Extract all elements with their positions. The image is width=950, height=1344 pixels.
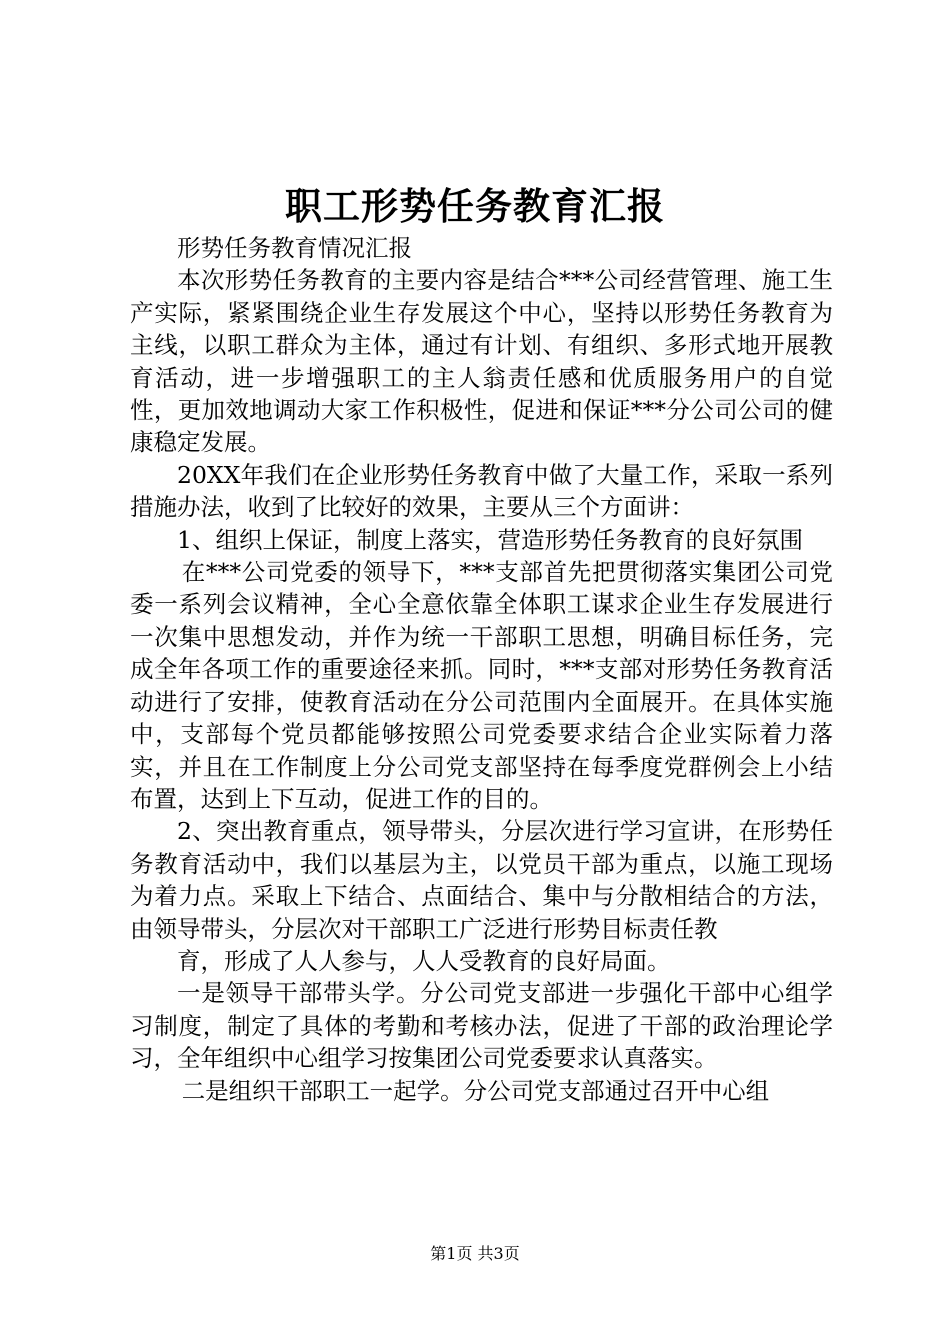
- paragraph: 育，形成了人人参与，人人受教育的良好局面。: [177, 946, 671, 975]
- document-body: [130, 232, 833, 1107]
- paragraph: 二是组织干部职工一起学。分公司党支部通过召开中心组: [181, 1076, 770, 1105]
- paragraph: 本次形势任务教育的主要内容是结合***公司经营管理、施工生产实际，紧紧围绕企业生存发展这个中心，坚持以形势任务教育为主线，以职工群众为主体，通过有计划、有组织、多形式地开展教育活动，进一步增强职工的主人翁责任感和优质服务用户的自觉性，更加效地调动大家工作积极性，促进和保证***分公司公司的健康稳定发展。: [130, 266, 833, 457]
- document-title: 职工形势任务教育汇报: [285, 184, 665, 228]
- paragraph: 2、突出教育重点，领导带头，分层次进行学习宣讲，在形势任务教育活动中，我们以基层为主，以党员干部为重点，以施工现场为着力点。采取上下结合、点面结合、集中与分散相结合的方法，由领导带头，分层次对干部职工广泛进行形势目标责任教: [130, 817, 833, 943]
- paragraph: 形势任务教育情况汇报: [177, 234, 412, 262]
- paragraph: 一是领导干部带头学。分公司党支部进一步强化干部中心组学习制度，制定了具体的考勤和考核办法，促进了干部的政治理论学习，全年组织中心组学习按集团公司党委要求认真落实。: [130, 979, 833, 1073]
- paragraph: 1、组织上保证，制度上落实，营造形势任务教育的良好氛围: [177, 525, 803, 554]
- page-footer: 第1页 共3页: [430, 1244, 520, 1263]
- paragraph: 在***公司党委的领导下，***支部首先把贯彻落实集团公司党委一系列会议精神，全心全意依靠全体职工谋求企业生存发展进行一次集中思想发动，并作为统一干部职工思想，明确目标任务，完成全年各项工作的重要途径来抓。同时，***支部对形势任务教育活动进行了安排，使教育活动在分公司范围内全面展开。在具体实施中，支部每个党员都能够按照公司党委要求结合企业实际着力落实，并且在工作制度上分公司党支部坚持在每季度党群例会上小结布置，达到上下互动，促进工作的目的。: [130, 558, 833, 813]
- paragraph: 20XX年我们在企业形势任务教育中做了大量工作，采取一系列措施办法，收到了比较好的效果，主要从三个方面讲：: [130, 460, 833, 522]
